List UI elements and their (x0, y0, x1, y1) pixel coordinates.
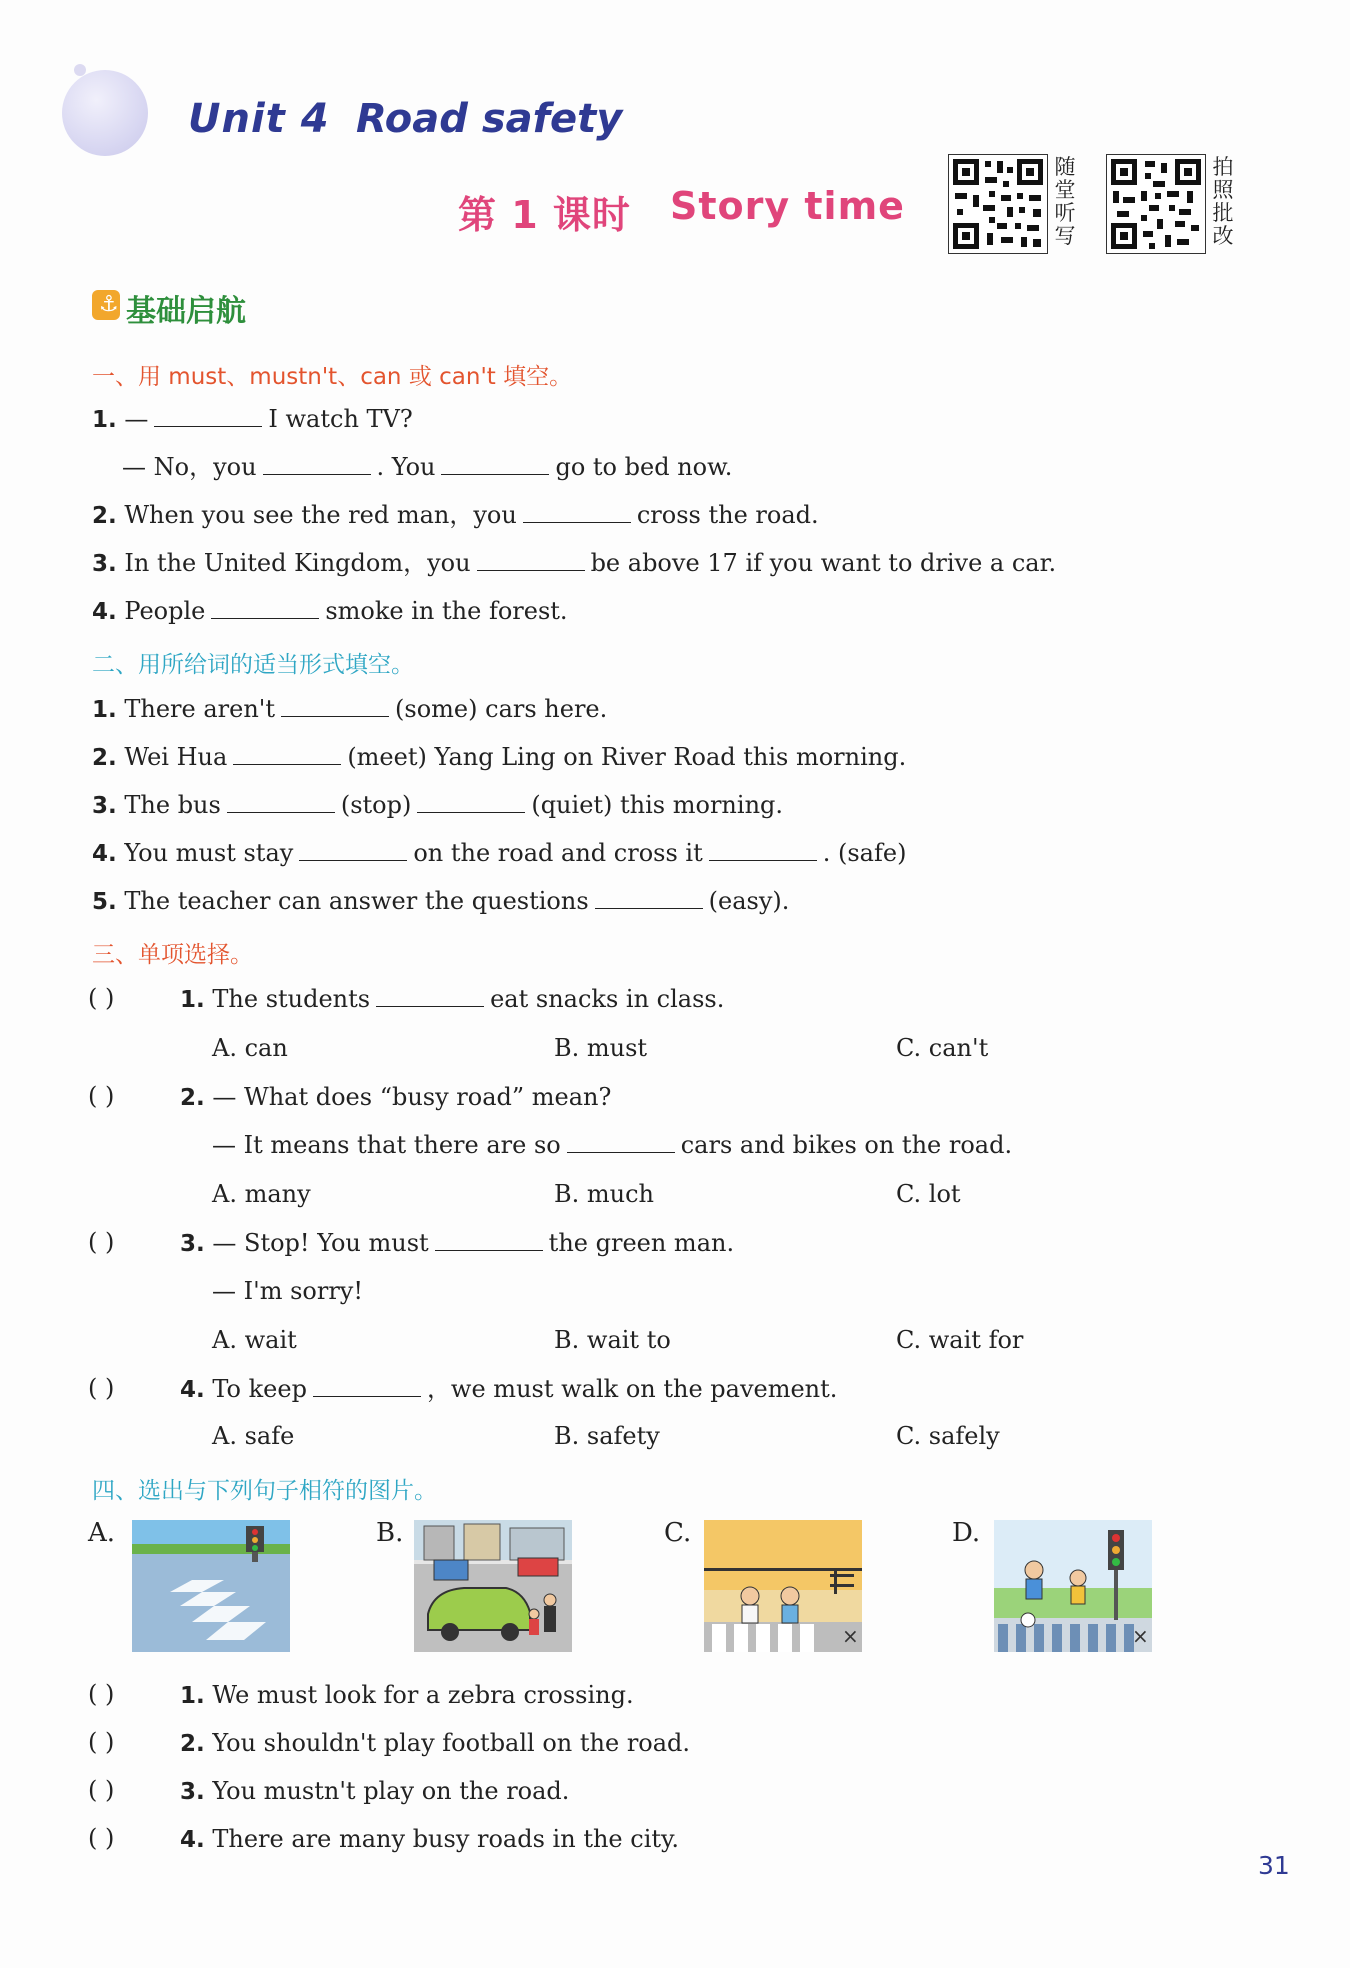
part4-q4: 4. There are many busy roads in the city. (180, 1825, 680, 1853)
answer-blank[interactable] (263, 452, 371, 475)
qr-code-icon[interactable] (948, 154, 1048, 254)
part1-q1: 1. — I watch TV? (92, 405, 413, 433)
part1-q3: 3. In the United Kingdom，you be above 17 if you want to drive a car. (92, 549, 1057, 577)
answer-blank[interactable] (523, 500, 631, 523)
part4-title: 四、选出与下列句子相符的图片。 (92, 1478, 437, 1504)
unit-number: Unit 4 (188, 96, 330, 142)
answer-paren[interactable]: ( ) (88, 1680, 115, 1708)
answer-paren[interactable]: ( ) (88, 984, 115, 1012)
answer-blank[interactable] (299, 838, 407, 861)
answer-blank[interactable] (154, 404, 262, 427)
lesson-title: Story time (670, 184, 905, 228)
answer-blank[interactable] (417, 790, 525, 813)
part4-q2: 2. You shouldn't play football on the road. (180, 1729, 691, 1757)
part2-title: 二、用所给词的适当形式填空。 (92, 652, 414, 678)
part3-q2-reply: — It means that there are so cars and bikes on the road. (212, 1131, 1013, 1159)
part3-q1: 1. The students eat snacks in class. (180, 985, 725, 1013)
answer-blank[interactable] (595, 886, 703, 909)
qr-label-listen: 随 堂 听 写 (1054, 155, 1076, 248)
part3-q3: 3. — Stop! You must the green man. (180, 1229, 735, 1257)
answer-blank[interactable] (435, 1228, 543, 1251)
answer-blank[interactable] (709, 838, 817, 861)
answer-blank[interactable] (227, 790, 335, 813)
cross-mark-icon: × (842, 1624, 859, 1648)
part3-title: 三、单项选择。 (92, 942, 253, 968)
page-number: 31 (1258, 1851, 1290, 1880)
option-b[interactable]: B. safety (554, 1422, 660, 1450)
children-playing-road-picture[interactable] (704, 1520, 862, 1652)
option-c[interactable]: C. safely (896, 1422, 1000, 1450)
part3-q2: 2. — What does “busy road” mean? (180, 1083, 612, 1111)
part1-q4: 4. People smoke in the forest. (92, 597, 568, 625)
football-on-road-picture[interactable] (994, 1520, 1152, 1652)
answer-blank[interactable] (567, 1130, 675, 1153)
option-a[interactable]: A. safe (212, 1422, 295, 1450)
busy-road-picture[interactable] (414, 1520, 572, 1652)
part4-q3: 3. You mustn't play on the road. (180, 1777, 570, 1805)
picture-label: B. (376, 1518, 404, 1548)
picture-label: D. (952, 1518, 981, 1548)
qr-label-correct: 拍 照 批 改 (1212, 155, 1234, 248)
answer-blank[interactable] (477, 548, 585, 571)
cross-mark-icon: × (1132, 1624, 1149, 1648)
option-c[interactable]: C. wait for (896, 1326, 1024, 1354)
answer-blank[interactable] (211, 596, 319, 619)
part2-q4: 4. You must stay on the road and cross it . (safe) (92, 839, 907, 867)
answer-blank[interactable] (376, 984, 484, 1007)
option-b[interactable]: B. much (554, 1180, 655, 1208)
answer-paren[interactable]: ( ) (88, 1374, 115, 1402)
part2-q3: 3. The bus (stop) (quiet) this morning. (92, 791, 784, 819)
mascot-icon (62, 70, 148, 156)
lesson-number: 第 1 课时 (458, 193, 631, 237)
part1-title: 一、用 must、mustn't、can 或 can't 填空。 (92, 364, 573, 390)
option-c[interactable]: C. can't (896, 1034, 989, 1062)
part2-q1: 1. There aren't (some) cars here. (92, 695, 608, 723)
part4-q1: 1. We must look for a zebra crossing. (180, 1681, 634, 1709)
section-banner: 基础启航 (126, 294, 246, 329)
option-c[interactable]: C. lot (896, 1180, 961, 1208)
zebra-crossing-picture[interactable] (132, 1520, 290, 1652)
unit-title: Road safety (356, 96, 623, 142)
anchor-icon: ⚓ (92, 290, 120, 320)
answer-blank[interactable] (233, 742, 341, 765)
option-a[interactable]: A. many (212, 1180, 311, 1208)
answer-paren[interactable]: ( ) (88, 1228, 115, 1256)
option-a[interactable]: A. can (212, 1034, 288, 1062)
answer-paren[interactable]: ( ) (88, 1082, 115, 1110)
answer-blank[interactable] (313, 1374, 421, 1397)
picture-label: A. (88, 1518, 116, 1548)
answer-paren[interactable]: ( ) (88, 1728, 115, 1756)
part3-q3-reply: — I'm sorry! (212, 1277, 364, 1305)
part2-q2: 2. Wei Hua (meet) Yang Ling on River Road this morning. (92, 743, 907, 771)
part1-q2: 2. When you see the red man，you cross the road. (92, 501, 819, 529)
option-b[interactable]: B. must (554, 1034, 648, 1062)
answer-blank[interactable] (441, 452, 549, 475)
answer-paren[interactable]: ( ) (88, 1776, 115, 1804)
option-a[interactable]: A. wait (212, 1326, 297, 1354)
part3-q4: 4. To keep ，we must walk on the pavement. (180, 1375, 838, 1403)
answer-paren[interactable]: ( ) (88, 1824, 115, 1852)
part2-q5: 5. The teacher can answer the questions (easy). (92, 887, 790, 915)
answer-blank[interactable] (281, 694, 389, 717)
qr-code-icon[interactable] (1106, 154, 1206, 254)
option-b[interactable]: B. wait to (554, 1326, 671, 1354)
picture-label: C. (664, 1518, 692, 1548)
part1-q1-reply: — No，you . You go to bed now. (122, 453, 733, 481)
